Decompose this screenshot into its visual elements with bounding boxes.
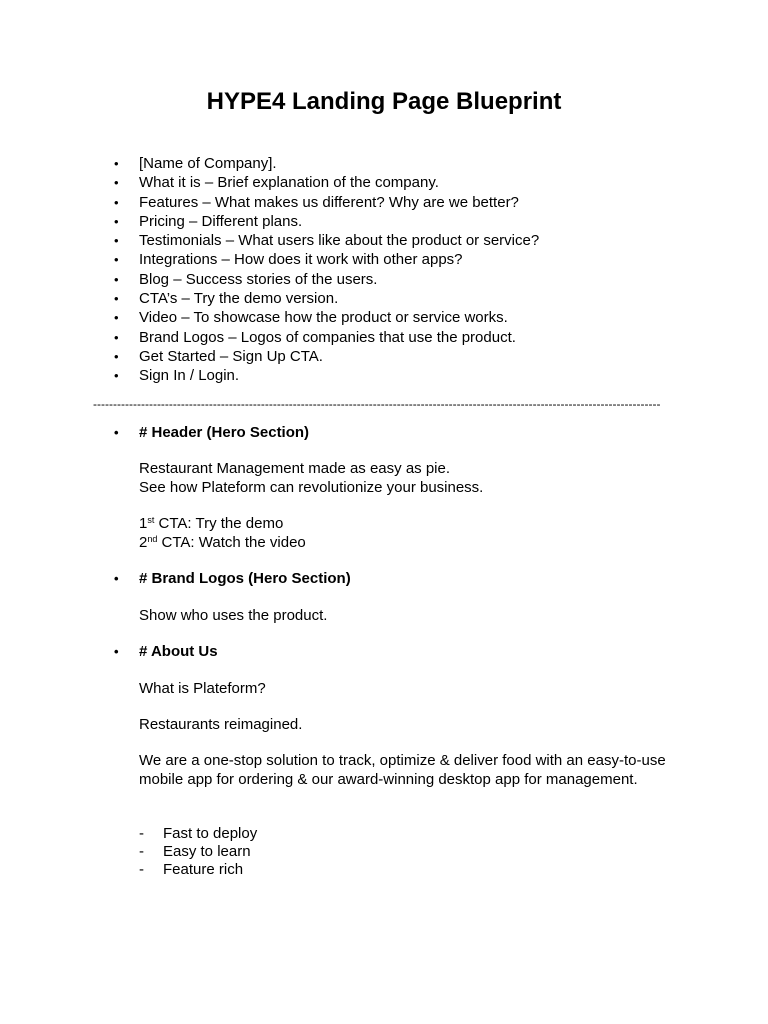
- bullet: •: [114, 233, 119, 249]
- bullet: •: [114, 291, 119, 307]
- outline-item-text: Testimonials – What users like about the product or service?: [139, 232, 540, 250]
- ordinal-suffix: st: [147, 515, 155, 525]
- feature-item-text: Fast to deploy: [163, 825, 258, 842]
- cta-line-2: [139, 533, 306, 552]
- brand-logos-description: Show who uses the product.: [139, 607, 328, 624]
- bullet: •: [114, 156, 119, 171]
- dash-marker: -: [139, 861, 144, 878]
- page-title: HYPE4 Landing Page Blueprint: [206, 88, 562, 115]
- outline-item-text: Integrations – How does it work with other apps?: [139, 251, 463, 269]
- section-heading-about-us: [0, 642, 768, 662]
- feature-item-text: Easy to learn: [163, 843, 251, 860]
- outline-list: [0, 154, 768, 386]
- section-heading-label: # About Us: [139, 643, 218, 660]
- section-heading-label: # Header (Hero Section): [139, 424, 310, 441]
- outline-item: [0, 154, 768, 173]
- outline-item: [0, 250, 768, 269]
- about-question: What is Plateform?: [139, 680, 266, 697]
- cta-text: CTA: Try the demo: [154, 515, 284, 532]
- bullet: •: [114, 252, 119, 268]
- feature-item-text: Feature rich: [163, 861, 244, 878]
- bullet: •: [114, 644, 119, 659]
- bullet: •: [114, 348, 119, 364]
- cta-text: CTA: Watch the video: [157, 534, 306, 551]
- ordinal-suffix: nd: [147, 534, 158, 544]
- hero-subheadline: See how Plateform can revolutionize your business.: [139, 479, 484, 496]
- dash-marker: -: [139, 825, 144, 842]
- section-heading-header: [0, 423, 768, 443]
- outline-item-text: Blog – Success stories of the users.: [139, 270, 378, 288]
- outline-item-text: Pricing – Different plans.: [139, 212, 303, 230]
- outline-item-text: Features – What makes us different? Why are we better?: [139, 193, 519, 211]
- outline-item: [0, 193, 768, 212]
- bullet: •: [114, 329, 119, 345]
- bullet: •: [114, 271, 119, 287]
- bullet: •: [114, 310, 119, 326]
- outline-item: [0, 289, 768, 308]
- bullet: •: [114, 368, 119, 384]
- section-heading-label: # Brand Logos (Hero Section): [139, 570, 351, 587]
- outline-item-text: Sign In / Login.: [139, 367, 240, 385]
- outline-item-text: Brand Logos – Logos of companies that use the product.: [139, 328, 516, 346]
- cta-number: 1: [139, 515, 148, 532]
- bullet: •: [114, 213, 119, 229]
- about-description: We are a one-stop solution to track, optimize & deliver food with an easy-to-use mobile app for ordering & our award-winning desktop app for management.: [139, 752, 666, 788]
- outline-item-text: Get Started – Sign Up CTA.: [139, 347, 323, 365]
- outline-item: [0, 347, 768, 366]
- bullet: •: [114, 194, 119, 210]
- about-tagline: Restaurants reimagined.: [139, 716, 303, 733]
- dashed-divider: ----------------------------------------------------------------------------------------------------------------------------------------------: [93, 397, 661, 411]
- outline-item: [0, 270, 768, 289]
- outline-item-text: CTA’s – Try the demo version.: [139, 290, 339, 308]
- outline-item: [0, 366, 768, 385]
- outline-item: [0, 328, 768, 347]
- outline-item: [0, 231, 768, 250]
- hero-headline: Restaurant Management made as easy as pie.: [139, 460, 451, 477]
- outline-item-text: Video – To showcase how the product or service works.: [139, 309, 508, 327]
- bullet: •: [114, 571, 119, 586]
- dash-marker: -: [139, 843, 144, 860]
- cta-line-1: [139, 514, 283, 533]
- cta-number: 2: [139, 534, 148, 551]
- outline-item: [0, 173, 768, 192]
- bullet: •: [114, 175, 119, 191]
- outline-item-text: [Name of Company].: [139, 155, 277, 172]
- outline-item: [0, 308, 768, 327]
- outline-item-text: What it is – Brief explanation of the company.: [139, 174, 439, 192]
- bullet: •: [114, 425, 119, 440]
- outline-item: [0, 212, 768, 231]
- section-heading-brand-logos: [0, 569, 768, 589]
